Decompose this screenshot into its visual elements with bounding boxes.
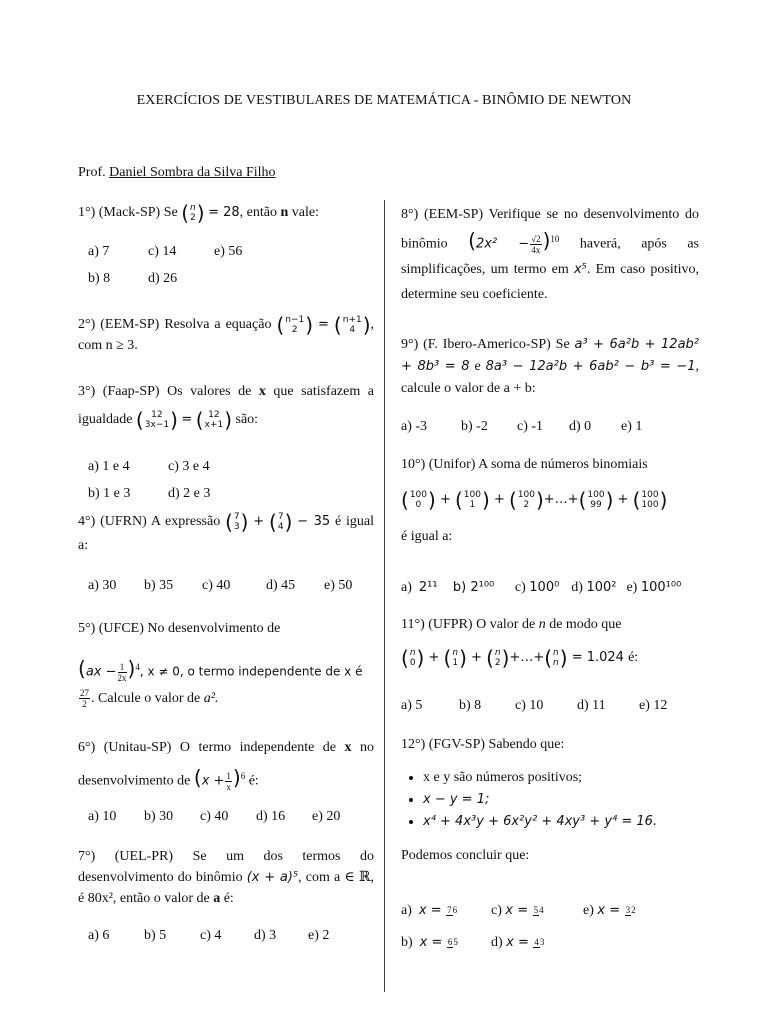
question-5: 5°) (UFCE) No desenvolvimento de (ax − $\frac{1}{2x}$ )$^4$, x ≠ 0, o termo independente de x é $\frac{27}{2}$ . Calcule o valor de a². [78, 621, 363, 709]
q3-option-d[interactable]: d) 2 e 3 [168, 486, 211, 501]
question-8: 8°) (EEM-SP) Verifique se no desenvolvimento do binômio (2x² − $\frac{√2}{4x}$ )$^{10}$ haverá, após as simplificações, um termo em x⁵. Em caso positivo, determine seu coeficiente. [401, 207, 699, 302]
q12-option-b[interactable]: b) x = 65 [401, 935, 458, 950]
question-1: 1°) (Mack-SP) Se ( n 2 ) = 28, então n vale: [78, 200, 319, 225]
q1-option-a[interactable]: a) 7 [88, 244, 110, 259]
q1-option-d[interactable]: d) 26 [148, 271, 178, 286]
q6-option-a[interactable]: a) 10 [88, 809, 117, 824]
q1-option-b[interactable]: b) 8 [88, 271, 111, 286]
q6-option-c[interactable]: c) 40 [200, 809, 229, 824]
q10-option-a[interactable]: a) [401, 580, 412, 595]
q7-option-e[interactable]: e) 2 [308, 928, 330, 943]
question-9: 9°) (F. Ibero-Americo-SP) Se a³ + 6a²b + 12ab² + 8b³ = 8 e 8a³ − 12a²b + 6ab² − b³ = −1, calcule o valor de a + b: [401, 337, 700, 396]
q7-option-c[interactable]: c) 4 [200, 928, 222, 943]
q9-option-e[interactable]: e) 1 [621, 419, 643, 434]
q9-option-d[interactable]: d) 0 [569, 419, 592, 434]
question-11: 11°) (UFPR) O valor de n de modo que ( n 0 ) + ( n 1 ) + ( n 2 ) +…+ ( n n ) = 1.024 é: [401, 617, 639, 670]
q11-option-c[interactable]: c) 10 [515, 698, 544, 713]
q11-option-a[interactable]: a) 5 [401, 698, 423, 713]
q1-option-e[interactable]: e) 56 [214, 244, 243, 259]
q12-conditions: • x e y são números positivos; • x − y = 1; • x⁴ + 4x³y + 6x²y² + 4xy³ + y⁴ = 16. [401, 767, 699, 833]
q12-options [401, 895, 637, 959]
question-10: 10°) (Unifor) A soma de números binomiais ( 100 0 ) + ( 100 1 ) + ( 100 2 ) +…+ ( 100 99 ) + ( 100 100 ) é igual a: [401, 454, 699, 547]
q3-option-a[interactable]: a) 1 e 4 [88, 459, 130, 474]
q11-option-e[interactable]: e) 12 [639, 698, 668, 713]
binomial-sum: ( 100 0 ) + ( 100 1 ) + ( 100 2 ) +…+ ( 100 99 ) + ( 100 100 ) [401, 487, 668, 512]
column-divider [384, 200, 385, 992]
q9-options [401, 413, 642, 440]
q3-option-b[interactable]: b) 1 e 3 [88, 486, 131, 501]
q12-option-a[interactable]: a) x = 76 [401, 903, 458, 918]
q10-option-e[interactable]: e) [626, 580, 638, 595]
question-4: 4°) (UFRN) A expressão ( 7 3 ) + ( 7 4 ) − 35 é igual a: [78, 509, 375, 553]
page-title: EXERCÍCIOS DE VESTIBULARES DE MATEMÁTICA - BINÔMIO DE NEWTON [136, 93, 632, 108]
question-2: 2°) (EEM-SP) Resolva a equação ( n−1 2 ) = ( n+1 4 ) , com n ≥ 3. [78, 312, 375, 353]
q10-option-b[interactable]: b) 2¹⁰⁰ [452, 580, 495, 595]
q11-option-b[interactable]: b) 8 [459, 698, 482, 713]
q9-option-c[interactable]: c) -1 [517, 419, 544, 434]
q3-options [88, 453, 210, 507]
q7-option-b[interactable]: b) 5 [144, 928, 167, 943]
q1-option-c[interactable]: c) 14 [148, 244, 177, 259]
q11-options [401, 692, 667, 719]
q9-option-a[interactable]: a) -3 [401, 419, 428, 434]
q6-option-b[interactable]: b) 30 [144, 809, 174, 824]
question-12: 12°) (FGV-SP) Sabendo que: • x e y são números positivos; • x − y = 1; • x⁴ + 4x³y + 6x²y² + 4xy³ + y⁴ = 16. Podemos concluir que: [401, 734, 699, 866]
q4-options [88, 572, 352, 599]
q10-option-c[interactable]: c) [514, 580, 526, 595]
q6-option-d[interactable]: d) 16 [256, 809, 286, 824]
q7-options [88, 922, 329, 949]
question-6: 6°) (Unitau-SP) O termo independente de x no desenvolvimento de (x + $\frac{1}{x}$ )$^6$ é: [78, 740, 375, 792]
q3-option-c[interactable]: c) 3 e 4 [168, 459, 210, 474]
q10-options: a) 2¹¹ b) 2¹⁰⁰ c) 100⁰ d) 100² e) 100¹⁰⁰ [401, 574, 681, 601]
author-name: Daniel Sombra da Silva Filho [109, 165, 276, 180]
q6-option-e[interactable]: e) 20 [312, 809, 341, 824]
question-3: 3°) (Faap-SP) Os valores de x que satisfazem a igualdade ( 12 3x−1 ) = ( 12 x+1 ) são: [78, 384, 374, 432]
q12-option-e[interactable]: e) x = 32 [583, 903, 636, 918]
q4-option-b[interactable]: b) 35 [144, 578, 174, 593]
binom-n-2: ( n 2 ) [181, 200, 205, 225]
q12-option-d[interactable]: d) x = 43 [491, 935, 545, 950]
q11-option-d[interactable]: d) 11 [577, 698, 606, 713]
q1-options [88, 238, 242, 292]
q12-option-c[interactable]: c) x = 54 [491, 903, 544, 918]
q7-option-a[interactable]: a) 6 [88, 928, 110, 943]
q4-option-e[interactable]: e) 50 [324, 578, 353, 593]
q4-option-a[interactable]: a) 30 [88, 578, 117, 593]
q4-option-d[interactable]: d) 45 [266, 578, 296, 593]
q4-option-c[interactable]: c) 40 [202, 578, 231, 593]
q7-option-d[interactable]: d) 3 [254, 928, 277, 943]
author-line: Prof. Daniel Sombra da Silva Filho [78, 165, 276, 180]
q10-option-d[interactable]: d) [571, 580, 583, 595]
question-7: 7°) (UEL-PR) Se um dos termos do desenvolvimento do binômio (x + a)⁵, com a ∈ ℝ, é 80x², então o valor de a é: [78, 849, 375, 906]
q6-options [88, 803, 340, 830]
q9-option-b[interactable]: b) -2 [461, 419, 488, 434]
